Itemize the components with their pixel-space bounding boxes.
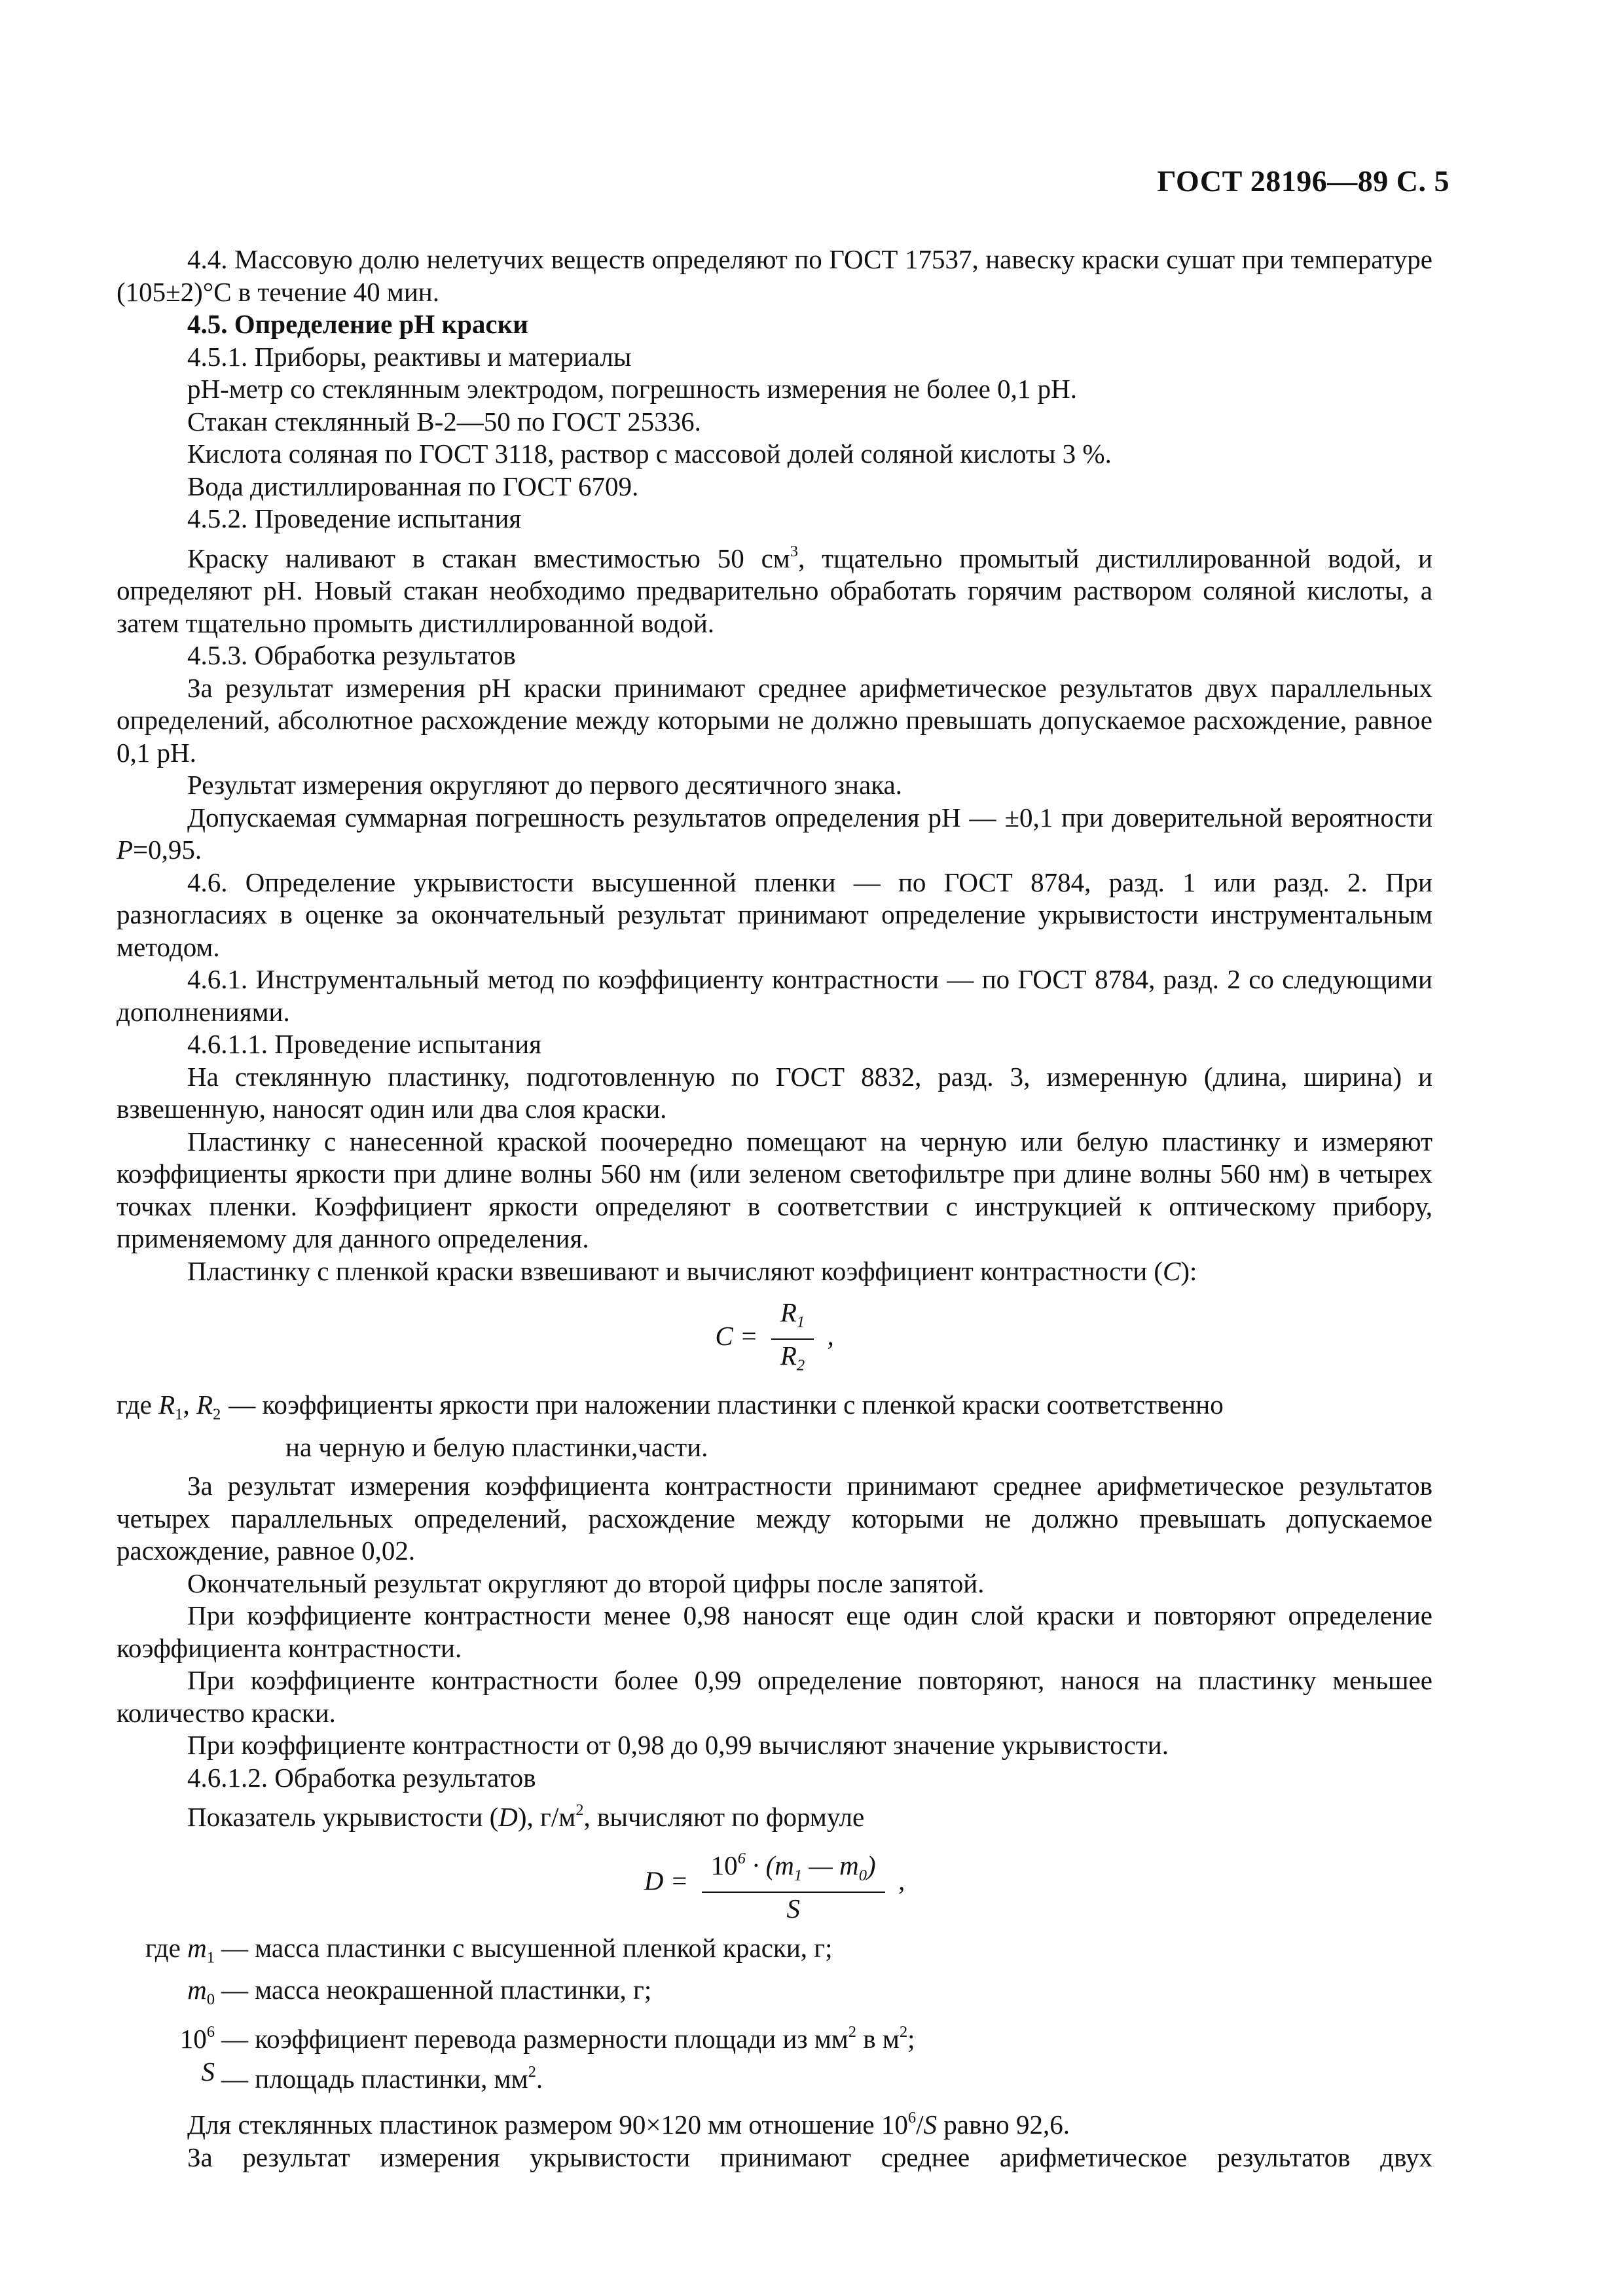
formula-hiding-power [117, 1844, 1432, 1923]
page-header: ГОСТ 28196—89 С. 5 [1157, 164, 1450, 198]
paragraph: Пластинку с нанесенной краской поочередно помещают на черную или белую пластинку и измеряют коэффициенты яркости при длине волны 560 нм (или зеленом светофильтре при длине волны 560 нм) в четырех точках пленки. Коэффициент яркости определяют в соответствии с инструкцией к оптическому прибору, применяемому для данного определения. [117, 1126, 1432, 1254]
text-run: =0,95. [133, 834, 202, 865]
where-row [117, 1389, 1432, 1431]
formula-equals: = [670, 1865, 689, 1896]
superscript: 6 [737, 1849, 746, 1867]
number: 10 [710, 1850, 738, 1880]
paragraph: При коэффициенте контрастности от 0,98 до 0,99 вычисляют значение укрывистости. [187, 1730, 1169, 1761]
var: R [196, 1390, 213, 1420]
paragraph: На стеклянную пластинку, подготовленную по ГОСТ 8832, разд. 3, измеренную (длина, ширина) и взвешенную, наносят один или два слоя краски. [117, 1061, 1432, 1124]
where-row [117, 2056, 1432, 2096]
where-row [117, 1932, 1432, 1974]
text-run: — коэффициент перевода размерности площади из мм [221, 2024, 848, 2054]
paragraph: Окончательный результат округляют до второй цифры после запятой. [187, 1568, 985, 1598]
paren: ( [765, 1850, 775, 1880]
operator: · [752, 1850, 759, 1880]
superscript: 3 [790, 542, 799, 560]
subscript: 2 [212, 1406, 221, 1424]
fraction-denominator: S [786, 1893, 800, 1924]
formula-equals: = [739, 1321, 758, 1352]
subsection-heading: 4.6.1.2. Обработка результатов [187, 1762, 536, 1793]
text-run: ): [1180, 1255, 1197, 1286]
text-run: Пластинку с пленкой краски взвешивают и вычисляют коэффициент контрастности ( [187, 1255, 1163, 1286]
where-row [117, 2016, 1432, 2056]
text-run: Краску наливают в стакан вместимостью 50 см [187, 543, 790, 573]
var: R [780, 1340, 797, 1371]
paragraph: При коэффициенте контрастности более 0,99 определение повторяют, нанося на пластинку меньшее количество краски. [117, 1665, 1432, 1728]
subsection-heading: 4.5.2. Проведение испытания [187, 503, 522, 533]
formula-contrast [117, 1298, 1432, 1380]
paragraph: При коэффициенте контрастности менее 0,98 наносят еще один слой краски и повторяют определение коэффициента контрастности. [117, 1600, 1432, 1663]
subscript: 1 [206, 1948, 215, 1967]
text-run: равно 92,6. [937, 2109, 1070, 2140]
text-run: , вычисляют по формуле [583, 1802, 865, 1833]
where-key [117, 1389, 228, 1431]
paren: ) [867, 1850, 876, 1880]
superscript: 2 [575, 1801, 584, 1820]
where-value: — масса пластинки с высушенной пленкой краски, г; [221, 1932, 833, 1963]
paragraph: За результат измерения коэффициента контрастности принимают среднее арифметическое результатов четырех параллельных определений, расхождение между которыми не должно превышать допускаемое расхождение, равное 0,02. [117, 1471, 1432, 1566]
var: m [839, 1850, 859, 1880]
text-run: . [536, 2063, 543, 2094]
paragraph: За результат измерения рН краски принимают среднее арифметическое результатов двух параллельных определений, абсолютное расхождение между которыми не должно превышать допускаемое расхождение, равное 0,1 рН. [117, 672, 1432, 768]
text-run: Для стеклянных пластинок размером 90×120 мм отношение 10 [187, 2109, 908, 2140]
superscript: 2 [528, 2062, 536, 2081]
paragraph: 4.6. Определение укрывистости высушенной пленки — по ГОСТ 8784, разд. 1 или разд. 2. При разногласиях в оценке за окончательный результат принимают определение укрывистости инструментальным методом. [117, 867, 1432, 962]
where-key [117, 2016, 221, 2056]
var: R [158, 1390, 175, 1420]
fraction-denominator [771, 1340, 814, 1380]
text-run: ), г/м [517, 1802, 576, 1833]
separator: , [183, 1390, 196, 1420]
superscript: 6 [206, 2022, 215, 2041]
subscript: 1 [796, 1313, 805, 1331]
document-body [117, 243, 1432, 2174]
fraction-numerator [702, 1844, 885, 1893]
subscript: 0 [858, 1866, 867, 1884]
superscript: 2 [848, 2022, 857, 2041]
text-run: ; [907, 2024, 915, 2054]
paragraph: 4.4. Массовую долю нелетучих веществ определяют по ГОСТ 17537, навеску краски сушат при температуре (105±2)°С в течение 40 мин. [117, 244, 1432, 307]
paragraph [117, 1794, 1432, 1834]
italic-var: P [117, 834, 134, 865]
text-run: в м [856, 2024, 900, 2054]
subscript: 1 [793, 1866, 803, 1884]
where-value: — коэффициенты яркости при наложении пластинки с пленкой краски соответственно [228, 1390, 1224, 1420]
formula-tail: , [898, 1865, 905, 1896]
where-value: — масса неокрашенной пластинки, г; [221, 1974, 652, 2005]
italic-var: S [923, 2109, 938, 2140]
where-block-1 [117, 1389, 1432, 1463]
superscript: 6 [907, 2109, 917, 2127]
var: R [780, 1297, 797, 1328]
where-block-2 [117, 1932, 1432, 2096]
formula-tail: , [827, 1321, 834, 1352]
formula-lhs: D [644, 1865, 664, 1896]
paragraph: Стакан стеклянный В-2—50 по ГОСТ 25336. [187, 406, 701, 437]
paragraph: Кислота соляная по ГОСТ 3118, раствор с массовой долей соляной кислоты 3 %. [187, 439, 1112, 469]
number: 10 [179, 2024, 207, 2054]
where-key [117, 2056, 221, 2096]
paragraph: За результат измерения укрывистости принимают среднее арифметическое результатов двух [187, 2142, 1432, 2172]
where-key [117, 1932, 221, 1974]
paragraph [117, 2102, 1432, 2142]
where-prefix: где [145, 1932, 188, 1963]
subscript: 0 [206, 1990, 215, 2009]
where-continuation: на черную и белую пластинки,части. [285, 1431, 708, 1462]
superscript: 2 [899, 2022, 908, 2041]
where-value [221, 2056, 1432, 2096]
paragraph: Результат измерения округляют до первого десятичного знака. [187, 770, 902, 800]
paragraph: 4.6.1. Инструментальный метод по коэффициенту контрастности — по ГОСТ 8784, разд. 2 со следующими дополнениями. [117, 964, 1432, 1027]
fraction-numerator [771, 1298, 814, 1340]
paragraph [117, 535, 1432, 640]
where-prefix: где [117, 1390, 159, 1420]
text-run: — площадь пластинки, мм [221, 2063, 528, 2094]
operator: — [809, 1850, 833, 1880]
paragraph [117, 1255, 1432, 1288]
paragraph: рН-метр со стеклянным электродом, погрешность измерения не более 0,1 рН. [187, 374, 1077, 404]
subscript: 1 [175, 1406, 183, 1424]
formula-lhs: C [715, 1321, 733, 1352]
var: S [201, 2056, 215, 2087]
var: m [775, 1850, 794, 1880]
text-run: Показатель укрывистости ( [187, 1802, 499, 1833]
where-row [117, 1974, 1432, 2016]
subsection-heading: 4.5.1. Приборы, реактивы и материалы [187, 341, 632, 372]
subscript: 2 [796, 1356, 805, 1374]
fraction [771, 1298, 814, 1380]
where-key [117, 1974, 221, 2016]
text-run: / [916, 2109, 924, 2140]
italic-var: D [498, 1802, 518, 1833]
text-run: Допускаемая суммарная погрешность результатов определения рН — ±0,1 при доверительной вероятности [187, 802, 1432, 833]
var: m [187, 1974, 207, 2005]
paragraph [117, 802, 1432, 867]
italic-var: C [1163, 1255, 1181, 1286]
section-heading: 4.5. Определение рН краски [187, 309, 528, 339]
subsection-heading: 4.5.3. Обработка результатов [187, 640, 516, 671]
where-value [221, 2016, 1432, 2056]
text-run: , тщательно промытый дистиллированной водой, и определяют рН. Новый стакан необходимо предварительно обработать горячим раствором соляной кислоты, а затем тщательно промыть дистиллированной водой. [117, 543, 1433, 638]
var: m [187, 1932, 207, 1963]
fraction [702, 1844, 885, 1923]
subsection-heading: 4.6.1.1. Проведение испытания [187, 1029, 542, 1060]
paragraph: Вода дистиллированная по ГОСТ 6709. [187, 471, 639, 501]
